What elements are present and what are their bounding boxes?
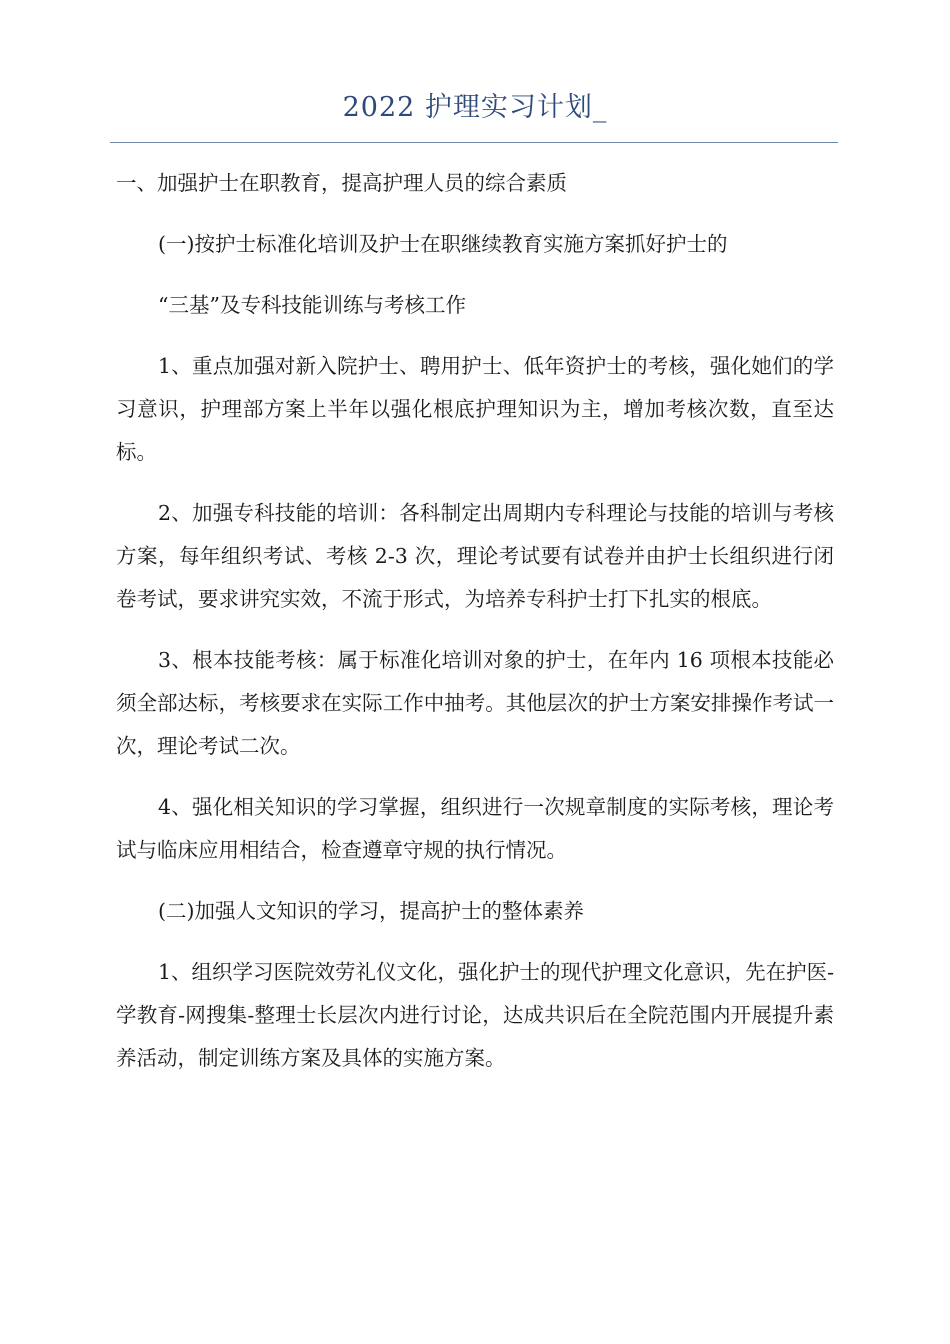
subsection-heading: (一)按护士标准化培训及护士在职继续教育实施方案抓好护士的 [158, 232, 728, 256]
section-heading: 一、加强护士在职教育，提高护理人员的综合素质 [116, 171, 567, 195]
subsection-heading: (二)加强人文知识的学习，提高护士的整体素养 [158, 899, 584, 923]
list-item: 3、根本技能考核：属于标准化培训对象的护士，在年内 16 项根本技能必须全部达标，考核要求在实际工作中抽考。其他层次的护士方案安排操作考试一次，理论考试二次。 [116, 648, 834, 758]
list-item: 1、组织学习医院效劳礼仪文化，强化护士的现代护理文化意识，先在护医-学教育-网搜集-整理士长层次内进行讨论，达成共识后在全院范围内开展提升素养活动，制定训练方案及具体的实施方案。 [116, 960, 834, 1070]
list-item: 4、强化相关知识的学习掌握，组织进行一次规章制度的实际考核，理论考试与临床应用相结合，检查遵章守规的执行情况。 [116, 795, 834, 862]
title-divider [110, 142, 838, 143]
document-title: 2022 护理实习计划_ [342, 92, 608, 123]
list-item: 1、重点加强对新入院护士、聘用护士、低年资护士的考核，强化她们的学习意识，护理部方案上半年以强化根底护理知识为主，增加考核次数，直至达标。 [116, 354, 834, 464]
list-item: 2、加强专科技能的培训：各科制定出周期内专科理论与技能的培训与考核方案，每年组织考试、考核 2-3 次，理论考试要有试卷并由护士长组织进行闭卷考试，要求讲究实效，不流于形式，为培养专科护士打下扎实的根底。 [116, 501, 834, 611]
subsection-heading-continued: “三基”及专科技能训练与考核工作 [158, 293, 466, 317]
document-body [116, 162, 834, 1098]
